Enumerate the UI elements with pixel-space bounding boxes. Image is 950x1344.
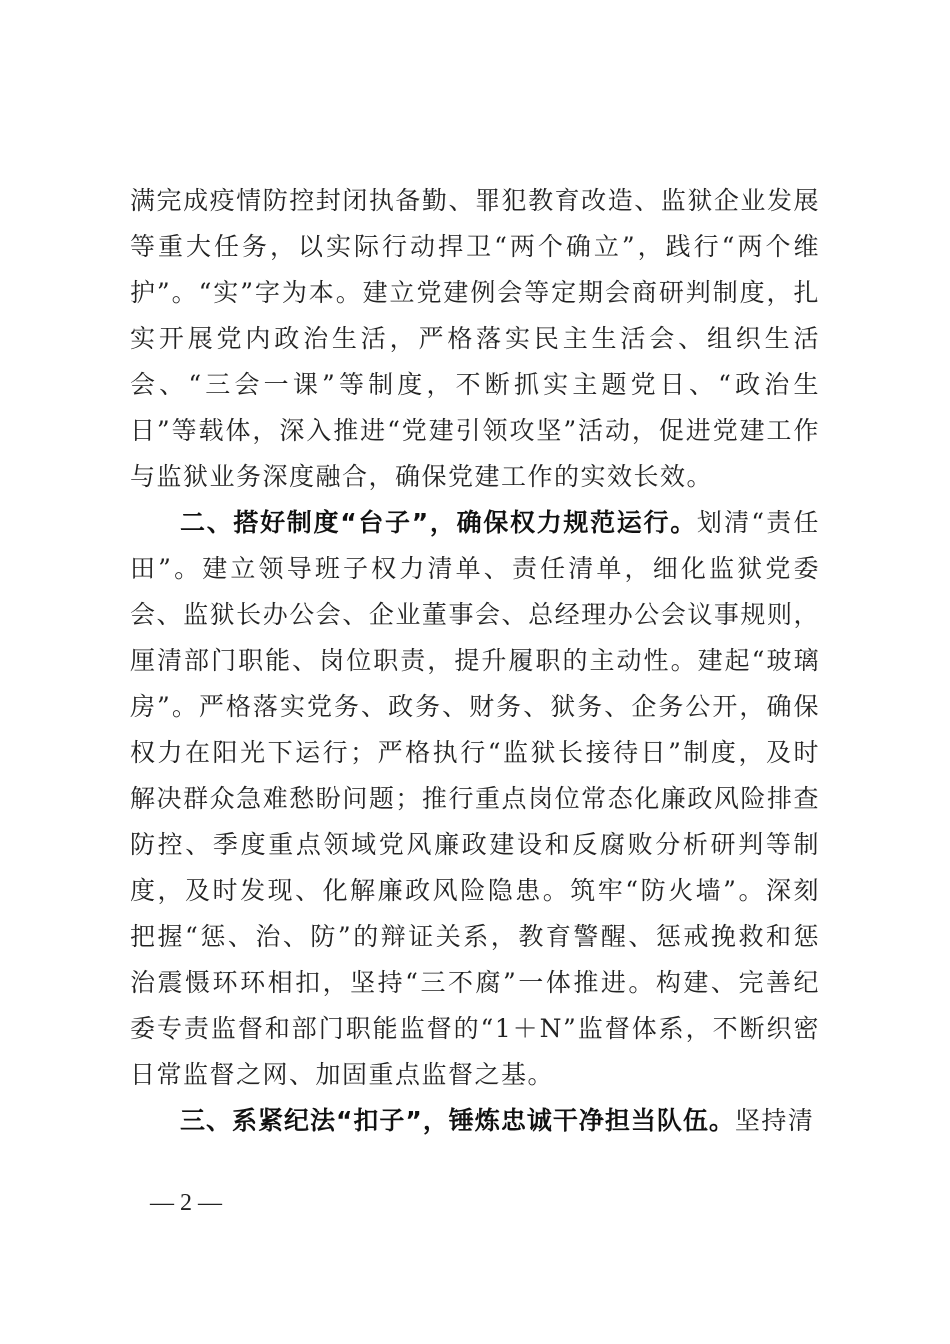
document-body — [130, 178, 820, 1144]
paragraph-continuation — [130, 178, 820, 500]
page-number: — 2 — — [150, 1190, 222, 1216]
section-two-heading: 二、搭好制度“台子”，确保权力规范运行。 — [180, 508, 697, 537]
section-three-heading: 三、系紧纪法“扣子”，锤炼忠诚干净担当队伍。 — [180, 1106, 735, 1135]
paragraph-section-three — [130, 1098, 820, 1144]
paragraph-1-text: 满完成疫情防控封闭执备勤、罪犯教育改造、监狱企业发展等重大任务，以实际行动捍卫“两个确立”，践行“两个维护”。“实”字为本。建立党建例会等定期会商研判制度，扎实开展党内政治生活，严格落实民主生活会、组织生活会、“三会一课”等制度，不断抓实主题党日、“政治生日”等载体，深入推进“党建引领攻坚”活动，促进党建工作与监狱业务深度融合，确保党建工作的实效长效。 — [130, 186, 820, 491]
paragraph-section-two — [130, 500, 820, 1098]
paragraph-2-text: 划清“责任田”。建立领导班子权力清单、责任清单，细化监狱党委会、监狱长办公会、企业董事会、总经理办公会议事规则，厘清部门职能、岗位职责，提升履职的主动性。建起“玻璃房”。严格落实党务、政务、财务、狱务、企务公开，确保权力在阳光下运行；严格执行“监狱长接待日”制度，及时解决群众急难愁盼问题；推行重点岗位常态化廉政风险排查防控、季度重点领域党风廉政建设和反腐败分析研判等制度，及时发现、化解廉政风险隐患。筑牢“防火墙”。深刻把握“惩、治、防”的辩证关系，教育警醒、惩戒挽救和惩治震慑环环相扣，坚持“三不腐”一体推进。构建、完善纪委专责监督和部门职能监督的“1＋N”监督体系，不断织密日常监督之网、加固重点监督之基。 — [130, 508, 820, 1089]
paragraph-3-text: 坚持清 — [734, 1106, 815, 1135]
